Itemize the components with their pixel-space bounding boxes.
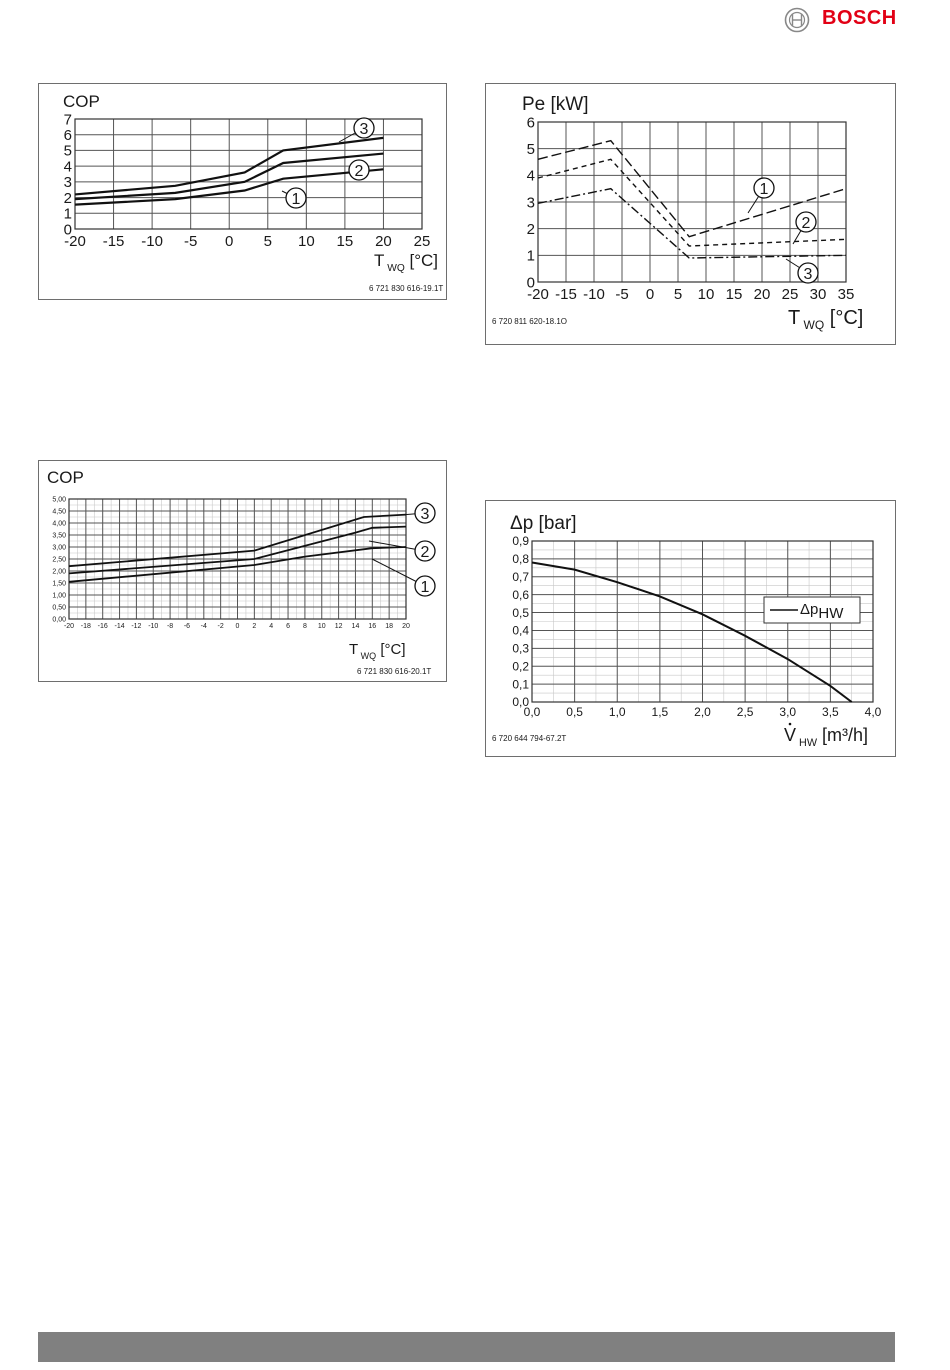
figure-code: 6 720 644 794-67.2T: [492, 734, 567, 743]
y-tick-label: 0: [526, 274, 535, 292]
x-tick-label: 20: [753, 286, 771, 303]
x-tick-label: -15: [555, 286, 577, 303]
y-tick-label: 6: [526, 114, 535, 132]
series-marker-label: 2: [354, 163, 364, 180]
x-tick-label: -18: [80, 623, 91, 630]
x-tick-label: 8: [302, 623, 307, 630]
y-tick-label: 4: [63, 158, 72, 176]
x-tick-label: -8: [166, 623, 174, 630]
cop-chart-frame: [38, 83, 447, 300]
brand-name: BOSCH: [822, 7, 897, 29]
y-axis-label: Δp [bar]: [510, 513, 577, 534]
figure-code: 6 721 830 616-19.1T: [369, 284, 444, 293]
x-tick-label: 4: [269, 623, 274, 630]
x-tick-label: 2,0: [694, 705, 711, 719]
x-tick-label: -10: [583, 286, 605, 303]
series-marker-label: 1: [291, 191, 301, 208]
x-tick-label: 0,0: [523, 705, 541, 719]
x-tick-label: 5: [263, 233, 272, 250]
series-marker-label: 2: [801, 215, 811, 232]
x-axis-label: T $_{WQ}$ [°C]: [788, 307, 864, 332]
pressure-chart-frame: [485, 500, 896, 757]
footer-bar: [38, 1332, 895, 1362]
x-tick-label: 16: [368, 623, 377, 630]
y-tick-label: 2: [526, 220, 535, 238]
series-marker-label: 1: [420, 579, 430, 596]
y-tick-label: 6: [63, 126, 72, 144]
x-tick-label: -20: [64, 233, 86, 250]
x-tick-label: 3,5: [822, 705, 839, 719]
x-tick-label: 0,5: [566, 705, 583, 719]
x-tick-label: 2: [252, 623, 257, 630]
x-tick-label: -2: [217, 623, 224, 630]
x-tick-label: 0: [225, 233, 234, 250]
pe-chart-frame: [485, 83, 896, 345]
cop-chart: [39, 84, 446, 299]
y-tick-label: 5: [63, 142, 72, 160]
x-tick-label: 4,0: [864, 705, 882, 719]
y-tick-label: 4,00: [52, 520, 66, 528]
y-axis-label: Pe [kW]: [522, 94, 589, 115]
y-tick-label: 0,5: [512, 605, 529, 620]
x-tick-label: -10: [148, 623, 159, 630]
figure-code: 6 720 811 620-18.1O: [492, 317, 568, 326]
x-tick-label: -15: [102, 233, 125, 250]
x-tick-label: 0: [645, 286, 655, 303]
x-tick-label: -14: [114, 623, 125, 630]
y-tick-label: 5,00: [52, 496, 66, 504]
x-tick-label: 12: [334, 623, 343, 630]
x-tick-label: -10: [141, 233, 163, 250]
y-tick-label: 0,4: [512, 623, 529, 638]
x-tick-label: 15: [725, 286, 743, 303]
series-marker-label: 3: [420, 506, 430, 523]
y-tick-label: 5: [526, 140, 535, 158]
y-tick-label: 3,00: [52, 544, 66, 552]
cop-detail-chart: [39, 461, 446, 681]
x-tick-label: 5: [673, 286, 683, 303]
x-tick-label: -5: [615, 286, 629, 303]
y-tick-label: 0,6: [512, 587, 529, 602]
x-tick-label: -4: [200, 623, 207, 630]
y-tick-label: 2: [63, 189, 72, 207]
x-tick-label: 25: [413, 233, 431, 250]
y-tick-label: 0: [63, 221, 72, 239]
series-line-1: [532, 562, 852, 702]
series-marker-label: 3: [803, 266, 813, 283]
x-axis-label: V $_{HW}$ [m³/h]: [784, 725, 869, 749]
x-tick-label: 15: [336, 233, 354, 250]
series-marker-label: 2: [420, 544, 430, 561]
x-tick-label: 10: [297, 233, 315, 250]
y-tick-label: 2,50: [52, 556, 66, 564]
x-tick-label: -5: [183, 233, 198, 250]
y-tick-label: 4: [526, 167, 535, 185]
y-tick-label: 2,00: [52, 568, 66, 576]
x-tick-label: 18: [385, 623, 394, 630]
y-tick-label: 0,2: [512, 659, 529, 674]
x-tick-label: 1,5: [651, 705, 669, 719]
y-tick-label: 0,9: [512, 534, 529, 549]
x-axis-label: T $_{WQ}$ [°C]: [374, 251, 439, 274]
cop-detail-chart-frame: [38, 460, 447, 682]
x-tick-label: 3,0: [779, 705, 797, 719]
x-tick-label: 20: [402, 623, 410, 630]
y-tick-label: 0,3: [512, 641, 529, 656]
pressure-drop-chart: [486, 501, 895, 756]
y-tick-label: 3: [526, 194, 535, 212]
y-tick-label: 0,8: [512, 552, 529, 567]
x-tick-label: 25: [781, 286, 799, 303]
x-tick-label: 20: [375, 233, 392, 250]
x-tick-label: 30: [809, 286, 827, 303]
y-tick-label: 3: [63, 174, 72, 192]
x-tick-label: 10: [317, 623, 326, 630]
x-tick-label: 0: [235, 623, 240, 630]
series-marker-label: 1: [759, 181, 769, 198]
x-tick-label: -20: [527, 286, 549, 303]
y-tick-label: 0,50: [52, 604, 66, 612]
y-axis-label: COP: [47, 468, 84, 487]
y-tick-label: 0,7: [512, 569, 529, 584]
x-tick-label: 2,5: [736, 705, 754, 719]
x-tick-label: -12: [131, 623, 142, 630]
x-tick-label: 1,0: [608, 705, 626, 719]
x-tick-label: 35: [837, 286, 855, 303]
y-tick-label: 1: [526, 247, 535, 265]
figure-code: 6 721 830 616-20.1T: [357, 667, 432, 676]
series-marker-label: 3: [359, 121, 369, 138]
y-tick-label: 0,1: [512, 677, 529, 692]
legend-label: ΔpHW: [800, 601, 844, 622]
x-tick-label: 10: [697, 286, 715, 303]
y-tick-label: 1: [63, 205, 72, 223]
y-tick-label: 4,50: [52, 508, 66, 516]
v-dot: [789, 723, 792, 726]
x-tick-label: -16: [97, 623, 108, 630]
y-tick-label: 1,00: [52, 592, 66, 600]
x-tick-label: 14: [351, 623, 360, 630]
x-tick-label: 6: [286, 623, 291, 630]
x-tick-label: -6: [183, 623, 191, 630]
x-axis-label: T $_{WQ}$ [°C]: [349, 641, 406, 661]
y-tick-label: 7: [63, 111, 72, 129]
y-tick-label: 3,50: [52, 532, 66, 540]
y-axis-label: COP: [63, 92, 100, 111]
y-tick-label: 0,00: [52, 616, 66, 624]
y-tick-label: 1,50: [52, 580, 66, 588]
power-chart: [486, 84, 895, 344]
y-tick-label: 0,0: [512, 695, 529, 710]
x-tick-label: -20: [63, 623, 75, 630]
